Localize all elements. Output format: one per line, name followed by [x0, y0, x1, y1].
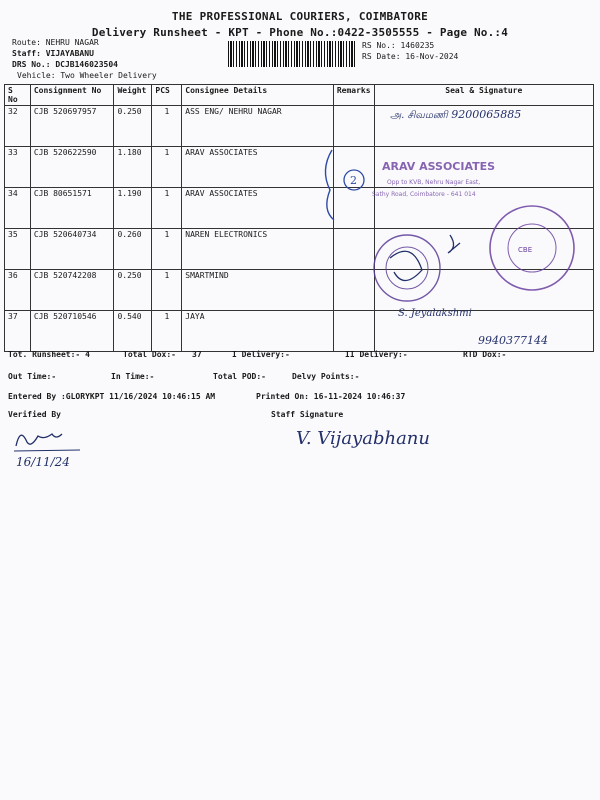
- row-pcs: 1: [152, 106, 182, 147]
- row-consignment: CJB 80651571: [30, 188, 114, 229]
- circled-two: 2: [350, 174, 357, 187]
- staff-signature: V. Vijayabhanu: [296, 428, 430, 449]
- arav-stamp: [372, 160, 495, 198]
- rtd-dox: RTD Dox:-: [463, 350, 507, 359]
- row-weight: 1.180: [114, 147, 152, 188]
- col-consignee: Consignee Details: [182, 85, 334, 106]
- out-time: Out Time:-: [8, 372, 57, 381]
- row37-name: S. Jeyalakshmi: [398, 308, 472, 319]
- row37-phone: 9940377144: [478, 334, 548, 347]
- company-title: THE PROFESSIONAL COURIERS, COIMBATORE: [171, 10, 429, 23]
- col-remarks: Remarks: [333, 85, 374, 106]
- row-consignment: CJB 520697957: [30, 106, 114, 147]
- total-dox-value: 37: [192, 350, 202, 359]
- rs-date: RS Date: 16-Nov-2024: [362, 52, 459, 61]
- verifier-underline: [14, 450, 80, 451]
- row-consignment: CJB 520622590: [30, 147, 114, 188]
- row-sno: 35: [5, 229, 31, 270]
- row-sno: 34: [5, 188, 31, 229]
- i-delivery: I Delivery:-: [232, 350, 290, 359]
- row-sno: 37: [5, 311, 31, 352]
- col-consignment: Consignment No: [30, 85, 114, 106]
- verifier-signature: [10, 424, 90, 474]
- naren-signature: [448, 235, 460, 253]
- row-consignment: CJB 520640734: [30, 229, 114, 270]
- row-consignee: JAYA: [182, 311, 334, 352]
- row-weight: 0.250: [114, 106, 152, 147]
- row-consignment: CJB 520742208: [30, 270, 114, 311]
- printed-on: Printed On: 16-11-2024 10:46:37: [256, 392, 406, 401]
- row-sno: 36: [5, 270, 31, 311]
- col-sno: S No: [5, 85, 31, 106]
- smartmind-stamp: [374, 235, 440, 301]
- row-pcs: 1: [152, 311, 182, 352]
- smartmind-signature: [390, 251, 422, 280]
- staff-label: Staff: VIJAYABANU: [12, 49, 94, 58]
- route-label: Route: NEHRU NAGAR: [12, 38, 99, 47]
- barcode: [228, 41, 355, 67]
- row-weight: 0.540: [114, 311, 152, 352]
- row-weight: 0.250: [114, 270, 152, 311]
- col-weight: Weight: [114, 85, 152, 106]
- row-pcs: 1: [152, 270, 182, 311]
- row-remarks: [333, 311, 374, 352]
- row-sno: 32: [5, 106, 31, 147]
- bracket-mark: [325, 150, 334, 220]
- col-seal: Seal & Signature: [374, 85, 593, 106]
- total-pod: Total POD:-: [213, 372, 266, 381]
- staff-signature-label: Staff Signature: [271, 410, 344, 419]
- row32-signature: அ. சிவமணி 9200065885: [390, 108, 522, 121]
- in-time: In Time:-: [111, 372, 155, 381]
- row-consignee: SMARTMIND: [182, 270, 334, 311]
- row-pcs: 1: [152, 147, 182, 188]
- verifier-scribble: [16, 434, 62, 446]
- row-weight: 0.260: [114, 229, 152, 270]
- arav-stamp-title: ARAV ASSOCIATES: [382, 160, 496, 173]
- entered-by: Entered By :GLORYKPT 11/16/2024 10:46:15 AM: [8, 392, 216, 401]
- verified-by: Verified By: [8, 410, 61, 419]
- rs-number: RS No.: 1460235: [362, 41, 435, 50]
- naren-stamp-center: CBE: [518, 246, 533, 254]
- runsheet-subtitle: Delivery Runsheet - KPT - Phone No.:0422-3505555 - Page No.:4: [91, 26, 509, 39]
- table-header: [5, 85, 594, 106]
- stamps-overlay: [312, 140, 592, 310]
- arav-stamp-address: Opp to KVB, Nehru Nagar East, Sathy Road, Coimbatore - 641 014: [372, 179, 481, 198]
- tot-runsheet: Tot. Runsheet:- 4: [8, 350, 90, 359]
- row-consignee: NAREN ELECTRONICS: [182, 229, 334, 270]
- row-sno: 33: [5, 147, 31, 188]
- drs-number: DRS No.: DCJB146023504: [12, 60, 118, 69]
- ii-delivery: II Delivery:-: [345, 350, 408, 359]
- row-pcs: 1: [152, 229, 182, 270]
- col-pcs: PCS: [152, 85, 182, 106]
- delvy-points: Delvy Points:-: [292, 372, 360, 381]
- row-weight: 1.190: [114, 188, 152, 229]
- vehicle-label: Vehicle: Two Wheeler Delivery: [17, 71, 157, 80]
- row-consignee: ARAV ASSOCIATES: [182, 188, 334, 229]
- total-dox-label: Total Dox:-: [123, 350, 176, 359]
- verifier-date: 16/11/24: [16, 455, 70, 469]
- row-pcs: 1: [152, 188, 182, 229]
- row-consignee: ASS ENG/ NEHRU NAGAR: [182, 106, 334, 147]
- row-consignee: ARAV ASSOCIATES: [182, 147, 334, 188]
- row-consignment: CJB 520710546: [30, 311, 114, 352]
- row32-phone: 9200065885: [451, 108, 522, 121]
